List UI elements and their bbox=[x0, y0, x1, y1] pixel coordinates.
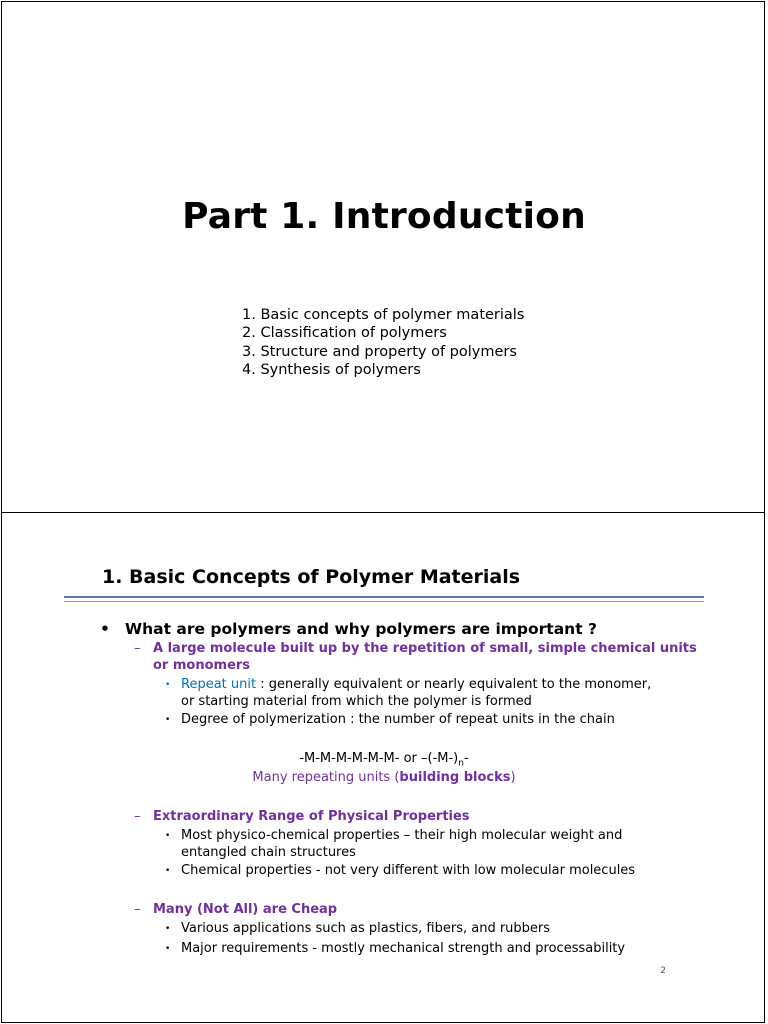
dash-marker: – bbox=[134, 902, 141, 917]
toc-item-3: 3. Structure and property of polymers bbox=[242, 343, 517, 360]
caption-pre: Many repeating units ( bbox=[252, 770, 400, 785]
toc-item-2: 2. Classification of polymers bbox=[242, 325, 447, 342]
slide-2-title: 1. Basic Concepts of Polymer Materials bbox=[102, 566, 521, 588]
sub-bullet-marker: • bbox=[165, 715, 171, 725]
definition-line-2: or monomers bbox=[153, 658, 251, 673]
repeat-unit-term: Repeat unit bbox=[181, 677, 257, 692]
formula-main: -M-M-M-M-M-M- or –(-M-) bbox=[299, 751, 459, 766]
formula-subscript: n bbox=[458, 758, 464, 769]
slide-1-title: Part 1. Introduction bbox=[182, 196, 586, 237]
properties-item-1-line-2: entangled chain structures bbox=[181, 845, 356, 860]
title-divider-bottom bbox=[64, 601, 704, 602]
page-number: 2 bbox=[660, 966, 666, 976]
repeat-unit-definition: : generally equivalent or nearly equivalent to the monomer, bbox=[256, 677, 652, 692]
sub-bullet-marker: • bbox=[165, 924, 171, 934]
sub-bullet-marker: • bbox=[165, 680, 171, 690]
formula-end: - bbox=[463, 751, 469, 766]
cheap-item-1: Various applications such as plastics, fibers, and rubbers bbox=[181, 921, 551, 936]
sub-bullet-marker: • bbox=[165, 831, 171, 841]
cheap-item-2: Major requirements - mostly mechanical strength and processability bbox=[181, 941, 626, 956]
properties-item-1-line-1: Most physico-chemical properties – their high molecular weight and bbox=[181, 828, 623, 843]
title-divider-top bbox=[64, 596, 704, 598]
physical-properties-heading: Extraordinary Range of Physical Properties bbox=[153, 809, 470, 824]
caption-post: ) bbox=[510, 770, 516, 785]
degree-of-polymerization: Degree of polymerization : the number of repeat units in the chain bbox=[181, 712, 615, 727]
definition-line-1: A large molecule built up by the repetition of small, simple chemical units bbox=[153, 641, 697, 656]
toc-item-4: 4. Synthesis of polymers bbox=[242, 361, 421, 378]
formula-caption bbox=[64, 770, 704, 785]
repeat-unit-line-2: or starting material from which the polymer is formed bbox=[181, 694, 532, 709]
dash-marker: – bbox=[134, 641, 141, 656]
toc-item-1: 1. Basic concepts of polymer materials bbox=[242, 307, 525, 323]
properties-item-2: Chemical properties - not very different with low molecular molecules bbox=[181, 863, 636, 878]
sub-bullet-marker: • bbox=[165, 866, 171, 876]
main-question: What are polymers and why polymers are important ? bbox=[125, 620, 597, 638]
bullet-marker: • bbox=[100, 620, 110, 638]
cheap-heading: Many (Not All) are Cheap bbox=[153, 902, 338, 917]
slide-1 bbox=[1, 1, 765, 513]
dash-marker: – bbox=[134, 809, 141, 824]
repeat-unit-line-1 bbox=[181, 677, 651, 692]
sub-bullet-marker: • bbox=[165, 944, 171, 954]
table-of-contents bbox=[242, 306, 524, 379]
caption-bold: building blocks bbox=[399, 770, 511, 785]
polymer-formula bbox=[64, 751, 704, 769]
